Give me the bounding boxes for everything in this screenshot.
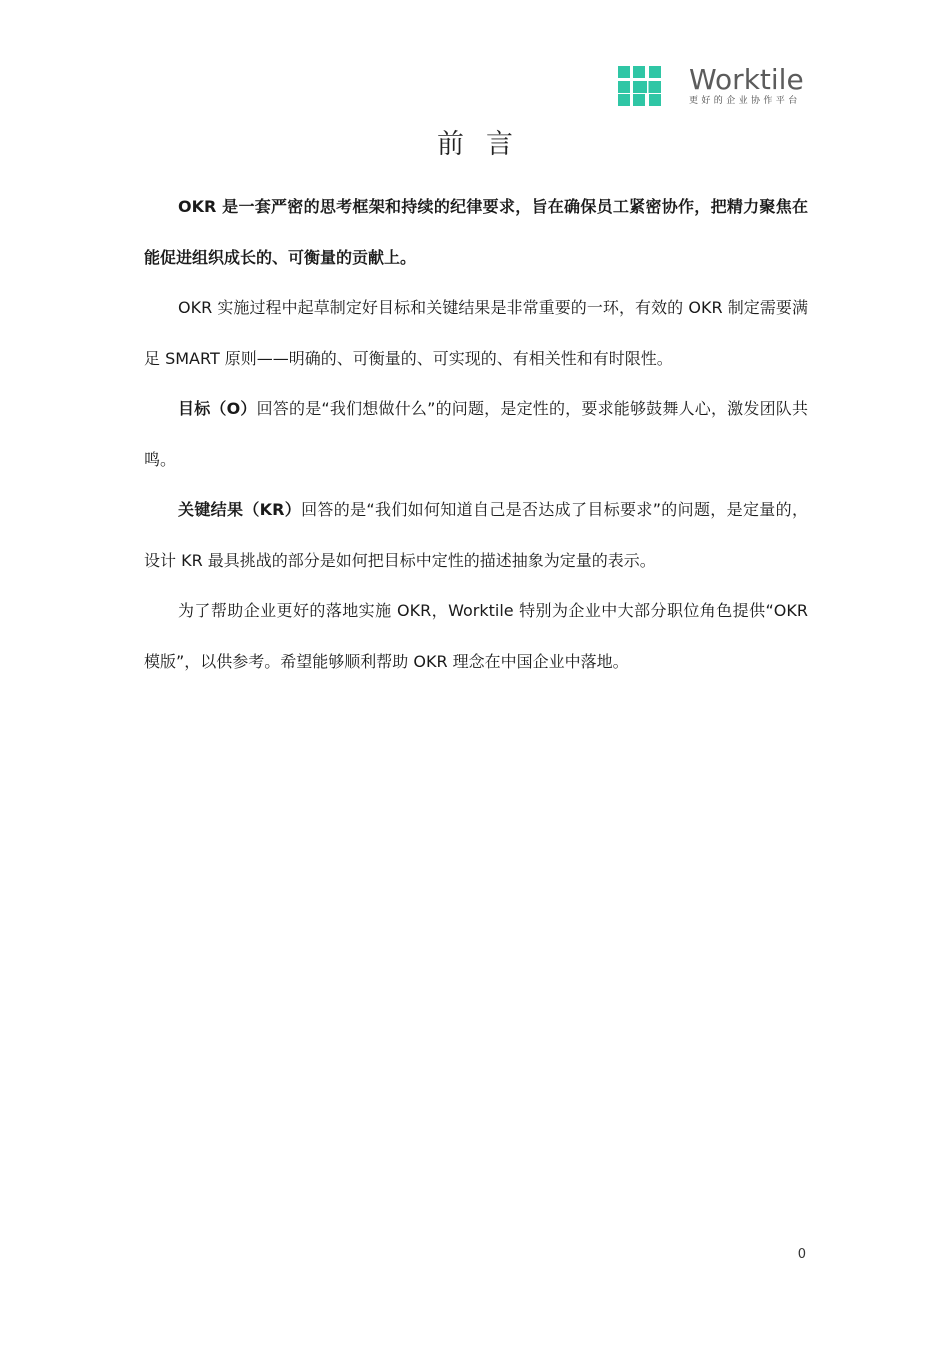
objective-text: 回答的是“我们想做什么”的问题，是定性的，要求能够鼓舞人心，激发团队共鸣。 (144, 399, 808, 469)
worktile-logo-icon (618, 66, 661, 106)
logo-tagline: 更好的企业协作平台 (689, 96, 801, 106)
paragraph-objective (144, 384, 808, 485)
paragraph-key-results (144, 485, 808, 586)
page-number: 0 (797, 1247, 806, 1262)
paragraph-okr-definition (144, 182, 808, 283)
key-results-text: 回答的是“我们如何知道自己是否达成了目标要求”的问题，是定量的，设计 KR 最具挑战的部分是如何把目标中定性的描述抽象为定量的表示。 (144, 500, 808, 570)
objective-term: 目标（O） (178, 399, 257, 418)
logo-name: Worktile (689, 63, 804, 96)
paragraph-okr-definition-text: OKR 是一套严密的思考框架和持续的纪律要求，旨在确保员工紧密协作，把精力聚焦在能促进组织成长的、可衡量的贡献上。 (144, 197, 808, 267)
paragraph-smart: OKR 实施过程中起草制定好目标和关键结果是非常重要的一环，有效的 OKR 制定需要满足 SMART 原则——明确的、可衡量的、可实现的、有相关性和有时限性。 (144, 298, 808, 368)
paragraph-templates: 为了帮助企业更好的落地实施 OKR，Worktile 特别为企业中大部分职位角色提供“OKR 模版”，以供参考。希望能够顺利帮助 OKR 理念在中国企业中落地。 (144, 601, 808, 671)
logo-text (689, 63, 804, 107)
preface-body (144, 182, 808, 687)
key-results-term: 关键结果（KR） (178, 500, 302, 519)
page-title: 前言 (437, 129, 535, 160)
worktile-logo (618, 63, 804, 108)
